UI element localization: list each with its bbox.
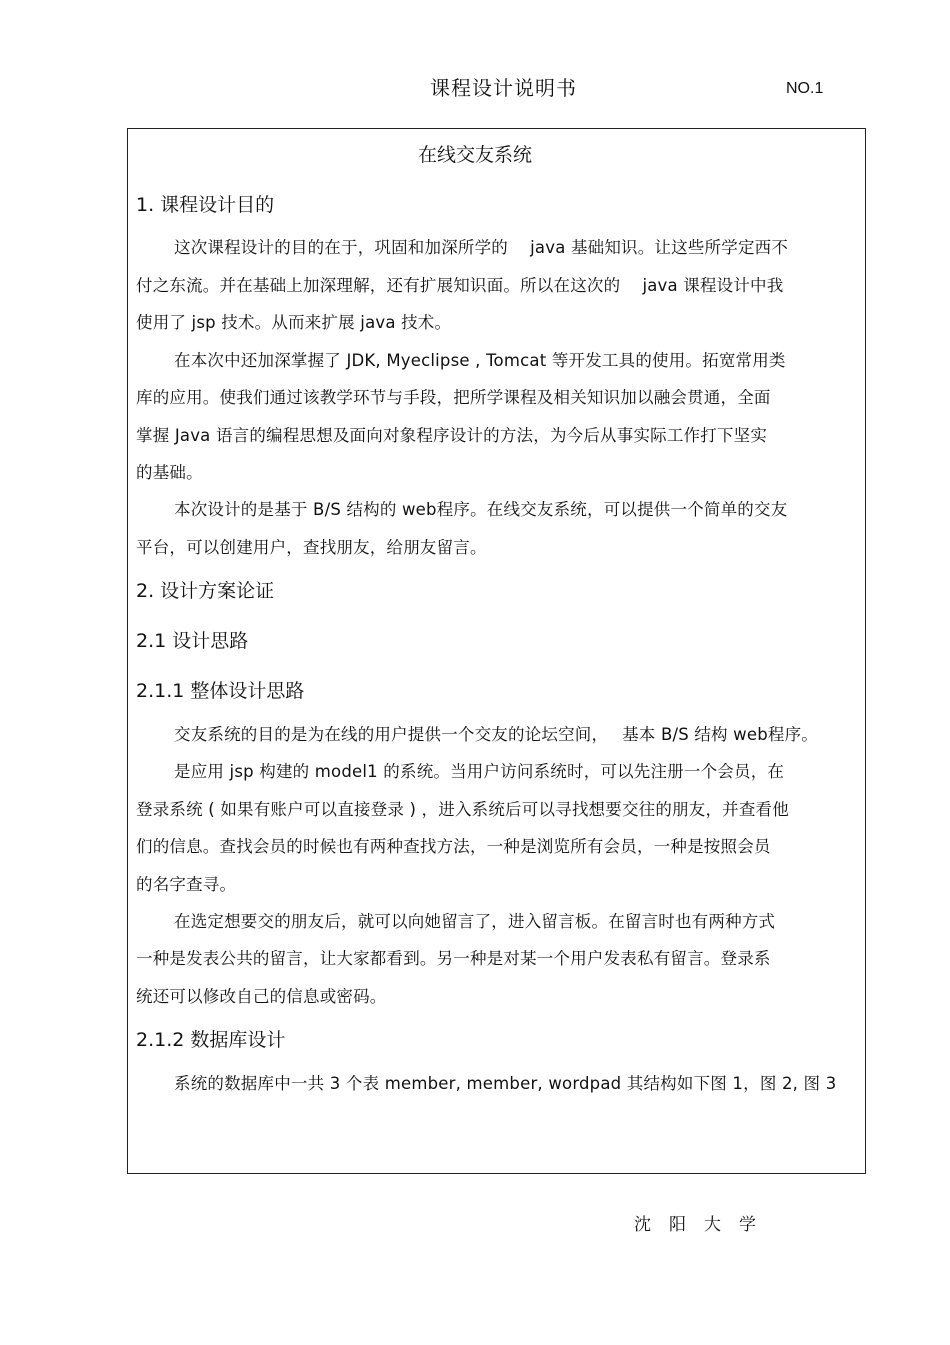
paragraph-line: 一种是发表公共的留言，让大家都看到。另一种是对某一个用户发表私有留言。登录系 [136, 949, 771, 968]
paragraph-line: 交友系统的目的是为在线的用户提供一个交友的论坛空间， 基本 B/S 结构 web程序。 [174, 725, 819, 744]
paragraph-line: 付之东流。并在基础上加深理解，还有扩展知识面。所以在这次的 java 课程设计中我 [136, 276, 784, 295]
paragraph-line: 登录系统 ( 如果有账户可以直接登录 ) ，进入系统后可以寻找想要交往的朋友，并查看他 [136, 800, 789, 819]
paragraph-line: 本次设计的是基于 B/S 结构的 web程序。在线交友系统，可以提供一个简单的交友 [174, 500, 788, 519]
document-title: 在线交友系统 [417, 144, 532, 166]
paragraph-line: 平台，可以创建用户，查找朋友，给朋友留言。 [136, 538, 487, 557]
paragraph-line: 们的信息。查找会员的时候也有两种查找方法，一种是浏览所有会员，一种是按照会员 [136, 837, 771, 856]
paragraph-line: 系统的数据库中一共 3 个表 member, member, wordpad 其结构如下图 1，图 2, 图 3 [174, 1074, 837, 1093]
section-2-1-heading: 2.1 设计思路 [136, 630, 249, 652]
paragraph-line: 这次课程设计的目的在于，巩固和加深所学的 java 基础知识。让这些所学定西不 [174, 238, 789, 257]
paragraph-line: 在本次中还加深掌握了 JDK, Myeclipse , Tomcat 等开发工具的使用。拓宽常用类 [174, 351, 786, 370]
section-2-heading: 2. 设计方案论证 [136, 580, 275, 602]
section-2-1-1-heading: 2.1.1 整体设计思路 [136, 680, 305, 702]
paragraph-line: 的基础。 [136, 463, 203, 482]
paragraph-line: 在选定想要交的朋友后，就可以向她留言了，进入留言板。在留言时也有两种方式 [174, 912, 776, 931]
paragraph-line: 统还可以修改自己的信息或密码。 [136, 987, 387, 1006]
section-2-1-2-heading: 2.1.2 数据库设计 [136, 1029, 286, 1051]
section-1-heading: 1. 课程设计目的 [136, 194, 275, 216]
paragraph-line: 的名字查寻。 [136, 875, 237, 894]
paragraph-line: 库的应用。使我们通过该教学环节与手段，把所学课程及相关知识加以融会贯通，全面 [136, 388, 771, 407]
paragraph-line: 是应用 jsp 构建的 model1 的系统。当用户访问系统时，可以先注册一个会员，在 [174, 762, 785, 781]
header-title: 课程设计说明书 [430, 76, 577, 100]
paragraph-line: 掌握 Java 语言的编程思想及面向对象程序设计的方法，为今后从事实际工作打下坚实 [136, 426, 768, 445]
footer-school: 沈阳大学 [634, 1215, 774, 1235]
page-number: NO.1 [786, 80, 824, 97]
paragraph-line: 使用了 jsp 技术。从而来扩展 java 技术。 [136, 313, 452, 332]
